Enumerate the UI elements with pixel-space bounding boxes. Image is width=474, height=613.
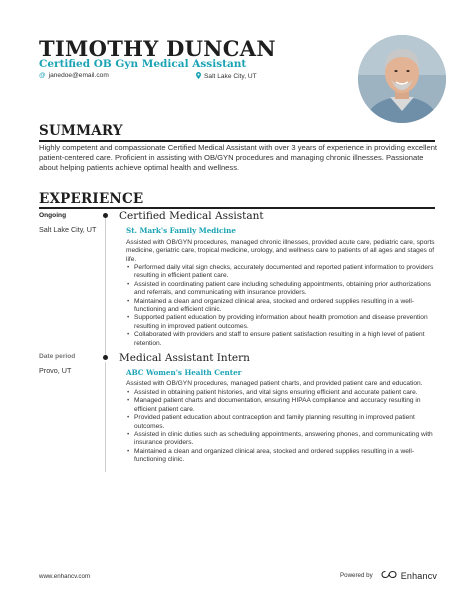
list-item: • Performed daily vital sign checks, accurately documented and reported patient information to providers resulting in efficient patient care. [126, 264, 438, 281]
timeline-line [105, 362, 106, 472]
profile-photo [358, 35, 446, 123]
timeline-dot [103, 355, 108, 360]
list-item: • Assisted in clinic duties such as scheduling appointments, answering phones, and communicating with insurance providers. [126, 431, 438, 448]
job-location: Salt Lake City, UT [39, 225, 97, 234]
job-description: Assisted with OB/GYN procedures, managed patient charts, and provided patient care and education. [126, 380, 423, 387]
job-title: Certified Medical Assistant [119, 210, 264, 222]
powered-by-label: Powered by [340, 572, 373, 579]
company-name: ABC Women's Health Center [126, 368, 242, 377]
list-item: • Assisted in coordinating patient care including scheduling appointments, obtaining prior authorizations and referrals, and communicating with insurance providers. [126, 281, 438, 298]
contact-email[interactable] [39, 72, 109, 79]
job-period: Date period [39, 353, 76, 360]
job-bullet-list [126, 264, 438, 348]
company-name: St. Mark's Family Medicine [126, 226, 236, 235]
footer-website-link[interactable]: www.enhancv.com [39, 573, 91, 580]
experience-divider [39, 207, 435, 209]
summary-text: Highly competent and compassionate Certified Medical Assistant with over 3 years of experience in providing excellent patient-centered care. Proficient in assisting with OB/GYN procedures and managing chronic illnesses. Passionate about helping patients achieve optimal health and wellness. [39, 143, 438, 172]
timeline-line [105, 215, 106, 358]
job-description: Assisted with OB/GYN procedures, managed chronic illnesses, provided acute care, pediatric care, sports medicine, geriatric care, tropical medicine, urology, and wellness care to patients of all ages and stages of life. [126, 239, 435, 263]
list-item: • Provided patient education about contraception and family planning resulting in improved patient outcomes. [126, 414, 438, 431]
summary-heading: SUMMARY [39, 123, 123, 139]
list-item: • Maintained a clean and organized clinical area, stocked and ordered supplies resulting in a well-functioning and efficient clinic. [126, 298, 438, 315]
list-item: • Assisted in obtaining patient histories, and vital signs ensuring efficient and accurate patient care. [126, 389, 438, 397]
list-item: • Maintained a clean and organized clinical area, stocked and ordered supplies resulting in a well-functioning clinic. [126, 448, 438, 465]
job-bullet-list [126, 389, 438, 465]
map-pin-icon [196, 72, 201, 81]
enhancv-logo-icon [381, 570, 397, 581]
job-period: Ongoing [39, 212, 67, 219]
location-text: Salt Lake City, UT [204, 73, 257, 80]
list-item: • Collaborated with providers and staff to ensure patient satisfaction resulting in a high level of patient retention. [126, 331, 438, 348]
footer-powered-by[interactable] [340, 570, 437, 581]
experience-heading: EXPERIENCE [39, 191, 144, 207]
email-text: janedoe@email.com [48, 72, 109, 79]
summary-divider [39, 140, 435, 142]
candidate-role: Certified OB Gyn Medical Assistant [39, 58, 247, 70]
list-item: • Supported patient education by providing information about health promotion and disease prevention resulting in improved patient outcomes. [126, 314, 438, 331]
job-location: Provo, UT [39, 366, 72, 375]
at-icon: @ [39, 72, 46, 79]
contact-location [196, 72, 257, 81]
list-item: • Managed patient charts and documentation, ensuring HIPAA compliance and accuracy resulting in efficient patient care. [126, 397, 438, 414]
candidate-name: TIMOTHY DUNCAN [39, 36, 276, 61]
job-title: Medical Assistant Intern [119, 352, 250, 364]
timeline-dot [103, 213, 108, 218]
brand-name: Enhancv [400, 570, 438, 581]
